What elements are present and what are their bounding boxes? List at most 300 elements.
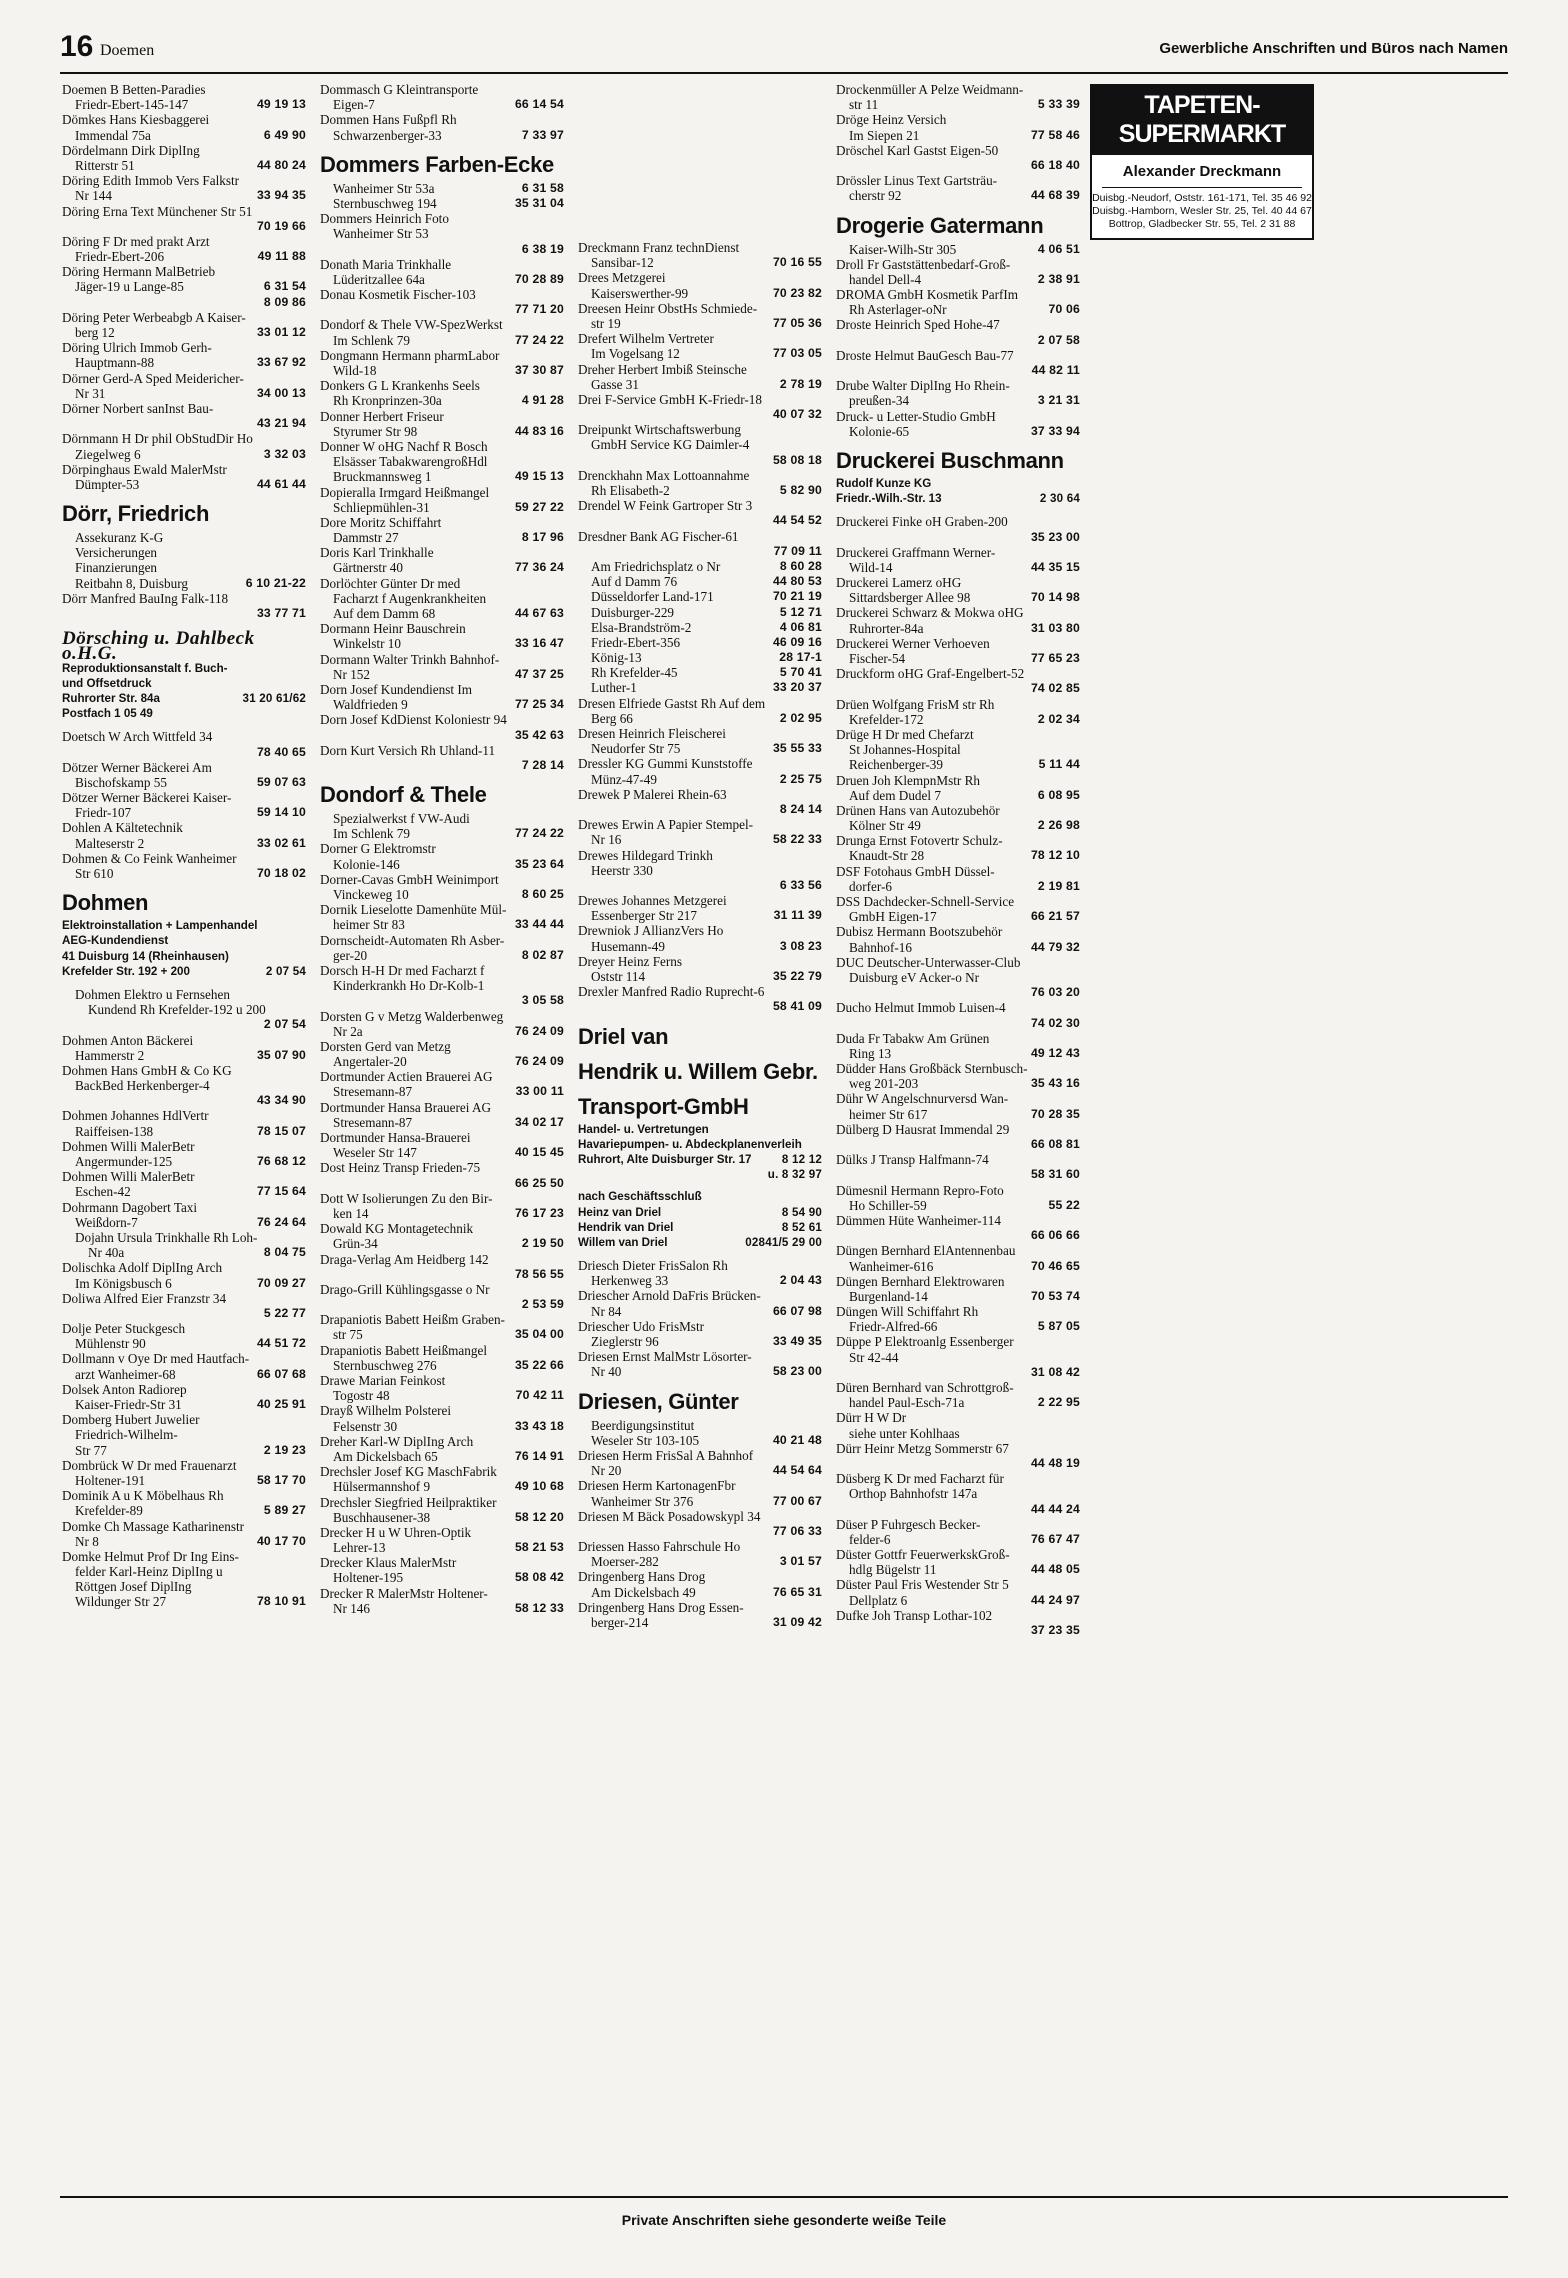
phone-number: 44 51 72 [256, 1336, 306, 1351]
directory-entry [320, 1221, 564, 1251]
entry-text: und Offsetdruck [62, 676, 152, 690]
entry-line [62, 745, 306, 760]
phone-number: 76 14 91 [514, 1448, 564, 1463]
phone-number: 70 09 27 [256, 1275, 306, 1290]
directory-entry [578, 984, 822, 1014]
entry-text: Facharzt f Augenkrankheiten [333, 590, 487, 606]
directory-entry [320, 1282, 564, 1312]
entry-text: Dühr W Angelschnurversd Wan- [836, 1091, 1009, 1107]
phone-number: 5 70 41 [779, 665, 822, 680]
phone-number: 2 26 98 [1037, 818, 1080, 833]
entry-text: Wanheimer Str 376 [591, 1493, 694, 1509]
directory-entry [836, 1274, 1080, 1304]
entry-line [836, 985, 1080, 1000]
directory-entry [578, 954, 822, 984]
phone-number: 77 71 20 [514, 302, 564, 317]
directory-entry [320, 652, 564, 682]
phone-number: 78 15 07 [256, 1123, 306, 1138]
entry-line [578, 1153, 822, 1168]
directory-entry [836, 173, 1080, 203]
entry-line [62, 416, 306, 431]
entry-line [320, 363, 564, 378]
entry-line [578, 1554, 822, 1569]
entry-line [836, 97, 1080, 112]
entry-line [578, 513, 822, 528]
directory-entry [320, 82, 564, 112]
entry-line [836, 909, 1080, 924]
phone-number: 35 31 04 [514, 195, 564, 210]
directory-column-2 [320, 82, 564, 1616]
entry-text: Dülks J Transp Halfmann-74 [836, 1152, 989, 1168]
directory-entry [320, 933, 564, 963]
entry-line [62, 1200, 306, 1215]
entry-line [320, 1221, 564, 1236]
entry-line [578, 1258, 822, 1273]
entry-line [320, 1510, 564, 1525]
entry-text: Nr 8 [75, 1533, 99, 1549]
entry-line [62, 1078, 306, 1093]
directory-entry [836, 697, 1080, 727]
phone-number: 6 38 19 [521, 241, 564, 256]
phone-number: 66 14 54 [514, 97, 564, 112]
entry-text: nach Geschäftsschluß [578, 1190, 702, 1204]
entry-text: Gasse 31 [591, 376, 639, 392]
entry-line [836, 1395, 1080, 1410]
phone-number: 76 24 09 [514, 1023, 564, 1038]
entry-text: Dümmen Hüte Wanheimer-114 [836, 1212, 1001, 1228]
entry-text: felder-6 [849, 1531, 891, 1547]
entry-text: Krefelder-172 [849, 711, 924, 727]
entry-text: Dohmen Willi MalerBetr [62, 1169, 195, 1185]
entry-text: Rh Elisabeth-2 [591, 483, 670, 498]
directory-entry [836, 514, 1080, 544]
phone-number: 76 17 23 [514, 1205, 564, 1220]
entry-line [578, 270, 822, 285]
entry-line [62, 790, 306, 805]
directory-entry [578, 1539, 822, 1569]
phone-number: 3 32 03 [263, 446, 306, 461]
directory-entry [578, 270, 822, 300]
entry-line [62, 692, 306, 707]
phone-number: 7 33 97 [521, 127, 564, 142]
entry-line [320, 682, 564, 697]
entry-line [836, 924, 1080, 939]
entry-line [578, 1206, 822, 1221]
entry-line [62, 1534, 306, 1549]
entry-line [62, 1169, 306, 1184]
entry-text: Duda Fr Tabakw Am Grünen [836, 1030, 990, 1046]
entry-line [578, 1349, 822, 1364]
directory-entry [578, 422, 822, 468]
entry-line [62, 158, 306, 173]
entry-line [320, 82, 564, 97]
phone-number: 35 23 00 [1030, 529, 1080, 544]
entry-text: Wanheimer Str 53a [333, 180, 435, 196]
entry-text: Dowald KG Montagetechnik [320, 1221, 474, 1237]
entry-text: handel Dell-4 [849, 271, 922, 287]
entry-line [62, 204, 306, 219]
directory-entry [62, 82, 306, 112]
entry-line [578, 1463, 822, 1478]
entry-text: Auf d Damm 76 [591, 574, 678, 590]
footer-note: Private Anschriften siehe gesonderte weiße Teile [621, 2212, 947, 2228]
directory-entry [62, 204, 306, 234]
entry-line [62, 1306, 306, 1321]
entry-text: Rh Krefelder-45 [591, 665, 678, 681]
directory-entry [320, 112, 564, 142]
entry-text: Eschen-42 [75, 1184, 131, 1200]
directory-entry [578, 1509, 822, 1539]
entry-line [836, 970, 1080, 985]
entry-line [62, 836, 306, 851]
entry-text: Druckerei Werner Verhoeven [836, 635, 990, 651]
entry-line [836, 393, 1080, 408]
entry-line [836, 590, 1080, 605]
phone-number: 58 12 20 [514, 1509, 564, 1524]
entry-line [578, 696, 822, 711]
entry-text: weg 201-203 [849, 1076, 919, 1092]
entry-text: Bahnhof-16 [849, 939, 912, 955]
ad-address-2: Duisbg.-Hamborn, Wesler Str. 25, Tel. 40 44 67 [1092, 205, 1312, 217]
directory-entry [836, 143, 1080, 173]
directory-entry [320, 576, 564, 622]
entry-line [836, 348, 1080, 363]
advertisement-tapeten-supermarkt [1090, 84, 1314, 240]
directory-entry [62, 760, 306, 790]
entry-line [836, 1410, 1080, 1425]
entry-line [62, 355, 306, 370]
directory-entry [62, 340, 306, 370]
directory-entry [578, 1349, 822, 1379]
entry-text: DROMA GmbH Kosmetik ParfIm [836, 287, 1019, 303]
phone-number: 02841/5 29 00 [745, 1235, 822, 1249]
entry-text: Düdder Hans Großbäck Sternbusch- [836, 1061, 1028, 1077]
directory-entry [62, 790, 306, 820]
directory-entry [836, 287, 1080, 317]
directory-entry [320, 1039, 564, 1069]
entry-line [320, 1570, 564, 1585]
phone-number: 44 82 11 [1031, 363, 1080, 377]
entry-text: Elsa-Brandström-2 [591, 619, 692, 635]
phone-number: 33 43 18 [514, 1418, 564, 1433]
directory-entry [836, 955, 1080, 1001]
entry-line [62, 1488, 306, 1503]
phone-number: 74 02 85 [1030, 681, 1080, 696]
entry-text: Kolonie-65 [849, 423, 910, 439]
entry-text: Krefelder Str. 192 + 200 [62, 964, 190, 978]
directory-entry [62, 851, 306, 881]
directory-entry [836, 894, 1080, 924]
entry-line [578, 377, 822, 392]
entry-text: Dorner-Cavas GmbH Weinimport [320, 871, 499, 887]
phone-number: 58 23 00 [772, 1364, 822, 1379]
entry-line [62, 775, 306, 790]
entry-line [62, 805, 306, 820]
entry-line [578, 286, 822, 301]
entry-line [62, 1427, 306, 1442]
entry-line [836, 1562, 1080, 1577]
entry-text: Weseler Str 103-105 [591, 1432, 700, 1448]
entry-line [62, 97, 306, 112]
entry-text: DSS Dachdecker-Schnell-Service [836, 894, 1015, 909]
entry-line [62, 264, 306, 279]
directory-entry [62, 820, 306, 850]
entry-text: Angermunder-125 [75, 1154, 173, 1170]
entry-text: Ziegelweg 6 [75, 446, 141, 462]
directory-entry [578, 240, 822, 270]
phone-number: 33 20 37 [772, 680, 822, 695]
entry-line [836, 82, 1080, 97]
entry-text: König-13 [591, 650, 642, 666]
entry-text: Drecker H u W Uhren-Optik [320, 1524, 472, 1540]
entry-line [320, 1388, 564, 1403]
directory-entry [836, 1304, 1080, 1334]
entry-line [320, 181, 564, 196]
entry-text: Friedrich-Wilhelm- [75, 1427, 178, 1443]
entry-text: Drendel W Feink Gartroper Str 3 [578, 498, 753, 514]
entry-line [578, 680, 822, 695]
entry-text: Handel- u. Vertretungen [578, 1122, 709, 1136]
entry-text: Dellplatz 6 [849, 1592, 908, 1608]
phone-number: 58 41 09 [772, 999, 822, 1014]
entry-line [320, 1479, 564, 1494]
directory-entry [320, 257, 564, 287]
entry-line [62, 371, 306, 386]
entry-line [836, 1289, 1080, 1304]
block-gap [62, 722, 306, 729]
directory-entry [62, 1260, 306, 1290]
entry-text: Nr 16 [591, 832, 622, 848]
entry-line [320, 242, 564, 257]
phone-number: 33 01 12 [256, 325, 306, 339]
entry-text: Orthop Bahnhofstr 147a [849, 1486, 978, 1502]
entry-line [836, 545, 1080, 560]
directory-entry [62, 591, 306, 621]
entry-line [62, 386, 306, 401]
entry-line [320, 97, 564, 112]
entry-text: Dürr H W Dr [836, 1410, 907, 1426]
entry-line [578, 453, 822, 468]
entry-line [320, 606, 564, 621]
entry-line [578, 483, 822, 498]
phone-number: 44 79 32 [1030, 939, 1080, 954]
entry-text: Spezialwerkst f VW-Audi [333, 811, 470, 827]
entry-line [320, 257, 564, 272]
entry-line [578, 999, 822, 1014]
entry-text: Dominik A u K Möbelhaus Rh [62, 1488, 224, 1504]
phone-number: 70 53 74 [1030, 1288, 1080, 1303]
phone-number: 76 24 09 [514, 1054, 564, 1069]
entry-line [578, 878, 822, 893]
phone-number: 35 42 63 [514, 727, 564, 742]
directory-entry [836, 773, 1080, 803]
entry-line [836, 864, 1080, 879]
entry-line [62, 1108, 306, 1123]
directory-entry [578, 848, 822, 894]
phone-number: 37 23 35 [1030, 1623, 1080, 1637]
entry-text: Düngen Bernhard ElAntennenbau [836, 1243, 1016, 1259]
entry-text: Dresen Elfriede Gastst Rh Auf dem [578, 695, 766, 711]
entry-line [62, 1351, 306, 1366]
phone-number: 34 02 17 [514, 1114, 564, 1129]
entry-text: Driessen Hasso Fahrschule Ho [578, 1539, 741, 1555]
entry-text: Drecker Klaus MalerMstr [320, 1555, 457, 1571]
page-header [60, 30, 1508, 74]
entry-text: DUC Deutscher-Unterwasser-Club [836, 954, 1021, 970]
directory-entry [578, 726, 822, 756]
entry-line [62, 1245, 306, 1260]
directory-entry [578, 331, 822, 361]
phone-number: 55 22 [1048, 1197, 1080, 1212]
entry-line [320, 841, 564, 856]
entry-text: Dorsten Gerd van Metzg [320, 1038, 451, 1054]
directory-entry [62, 1519, 306, 1549]
entry-line [836, 1486, 1080, 1501]
entry-text: Düppe P Elektroanlg Essenberger [836, 1334, 1014, 1350]
entry-text: Friedr-107 [75, 805, 132, 821]
phone-number: 66 08 81 [1030, 1137, 1080, 1151]
directory-entry [836, 575, 1080, 605]
entry-text: Nr 20 [591, 1463, 622, 1479]
entry-text: Str 610 [75, 866, 114, 882]
phone-number: 4 06 51 [1037, 241, 1080, 256]
phone-number: 2 04 43 [779, 1273, 822, 1288]
footer-rule [60, 2196, 1508, 2198]
entry-line [836, 1517, 1080, 1532]
entry-line [578, 1539, 822, 1554]
directory-entry [578, 893, 822, 923]
entry-line [320, 112, 564, 127]
directory-entry [320, 963, 564, 1009]
phone-number: 44 83 16 [514, 423, 564, 438]
phone-number: 66 07 68 [256, 1366, 306, 1381]
entry-text: Assekuranz K-G [75, 530, 164, 546]
entry-text: Dopieralla Irmgard Heißmangel [320, 484, 490, 500]
phone-number: 8 52 61 [781, 1220, 822, 1234]
entry-text: preußen-34 [849, 393, 910, 409]
entry-line [836, 1228, 1080, 1243]
entry-text: Druckerei Finke oH Graben-200 [836, 514, 1008, 530]
entry-text: Dörpinghaus Ewald MalerMstr [62, 461, 227, 477]
phone-number: 70 18 02 [256, 866, 306, 881]
entry-text: Dringenberg Hans Drog [578, 1569, 706, 1585]
phone-number: 8 60 28 [779, 558, 822, 573]
directory-entry [578, 392, 822, 422]
entry-line [578, 665, 822, 680]
directory-entry [836, 1031, 1080, 1061]
phone-number: 49 19 13 [256, 97, 306, 112]
entry-line [320, 393, 564, 408]
entry-text: Buschhausener-38 [333, 1509, 431, 1525]
entry-line [836, 697, 1080, 712]
entry-text: Düster Gottfr FeuerwerkskGroß- [836, 1547, 1010, 1563]
entry-text: Dolischka Adolf DiplIng Arch [62, 1260, 223, 1276]
entry-line [578, 1494, 822, 1509]
phone-number: 33 44 44 [514, 917, 564, 932]
entry-line [320, 333, 564, 348]
phone-number: 6 31 54 [263, 279, 306, 294]
entry-line [578, 620, 822, 635]
directory-entry [320, 1495, 564, 1525]
phone-number: 49 11 88 [257, 249, 306, 264]
entry-line [836, 1350, 1080, 1365]
entry-text: Dohmen Elektro u Fernsehen [75, 986, 230, 1002]
entry-line [320, 1312, 564, 1327]
phone-number: 77 15 64 [256, 1184, 306, 1199]
entry-text: Dröge Heinz Versich [836, 112, 947, 128]
entry-line [320, 887, 564, 902]
entry-line [320, 317, 564, 332]
entry-text: Düngen Will Schiffahrt Rh [836, 1304, 979, 1320]
entry-line [578, 1524, 822, 1539]
entry-text: Dorlöchter Günter Dr med [320, 575, 461, 591]
directory-entry [578, 923, 822, 953]
phone-number: 3 08 23 [779, 938, 822, 953]
entry-text: Drössler Linus Text Gartsträu- [836, 173, 998, 189]
entry-line [578, 1304, 822, 1319]
directory-entry [62, 1108, 306, 1138]
directory-entry [320, 1525, 564, 1555]
entry-text: Ruhrort, Alte Duisburger Str. 17 [578, 1152, 752, 1166]
directory-entry [836, 112, 1080, 142]
entry-text: Dülberg D Hausrat Immendal 29 [836, 1121, 1010, 1137]
entry-text: Drünen Hans van Autozubehör [836, 802, 1000, 818]
phone-number: 40 07 32 [772, 407, 822, 422]
entry-text: Drewes Hildegard Trinkh [578, 847, 713, 863]
phone-number: 5 22 77 [263, 1305, 306, 1320]
entry-text: Dreher Karl-W DiplIng Arch [320, 1433, 474, 1449]
directory-entry [62, 1139, 306, 1169]
entry-line [62, 1473, 306, 1488]
entry-line [836, 1334, 1080, 1349]
phone-number: 35 04 00 [514, 1327, 564, 1342]
entry-line [578, 1190, 822, 1205]
entry-line [320, 1373, 564, 1388]
entry-line [578, 1334, 822, 1349]
entry-line [836, 158, 1080, 173]
directory-entry [836, 636, 1080, 666]
entry-line [62, 340, 306, 355]
directory-entry [320, 1373, 564, 1403]
entry-line [836, 128, 1080, 143]
entry-line [836, 605, 1080, 620]
phone-number: 33 49 35 [772, 1334, 822, 1348]
entry-text: Rh Asterlager-oNr [849, 302, 947, 318]
entry-text: Dümpter-53 [75, 476, 140, 492]
entry-text: Driesen Ernst MalMstr Lösorter- [578, 1349, 752, 1365]
entry-text: Hülsermannshof 9 [333, 1479, 431, 1495]
entry-text: Rh Kronprinzen-30a [333, 393, 442, 409]
phone-number: 2 38 91 [1037, 271, 1080, 286]
phone-number: 76 67 47 [1030, 1531, 1080, 1546]
entry-line [62, 545, 306, 560]
entry-line [320, 1586, 564, 1601]
entry-line [836, 302, 1080, 317]
directory-entry [320, 712, 564, 742]
entry-text: Gärtnerstr 40 [333, 560, 403, 576]
directory-entry [578, 696, 822, 726]
phone-number: 31 09 42 [772, 1615, 822, 1629]
entry-text: Wild-18 [333, 363, 377, 378]
entry-line [578, 1509, 822, 1524]
entry-text: Am Friedrichsplatz o Nr [591, 558, 721, 574]
entry-text: Dommen Hans Fußpfl Rh [320, 112, 457, 128]
entry-line [62, 1503, 306, 1518]
entry-text: Dost Heinz Transp Frieden-75 [320, 1160, 481, 1176]
entry-line [578, 1418, 822, 1433]
entry-line [836, 1137, 1080, 1152]
entry-text: Friedr-Alfred-66 [849, 1319, 938, 1335]
